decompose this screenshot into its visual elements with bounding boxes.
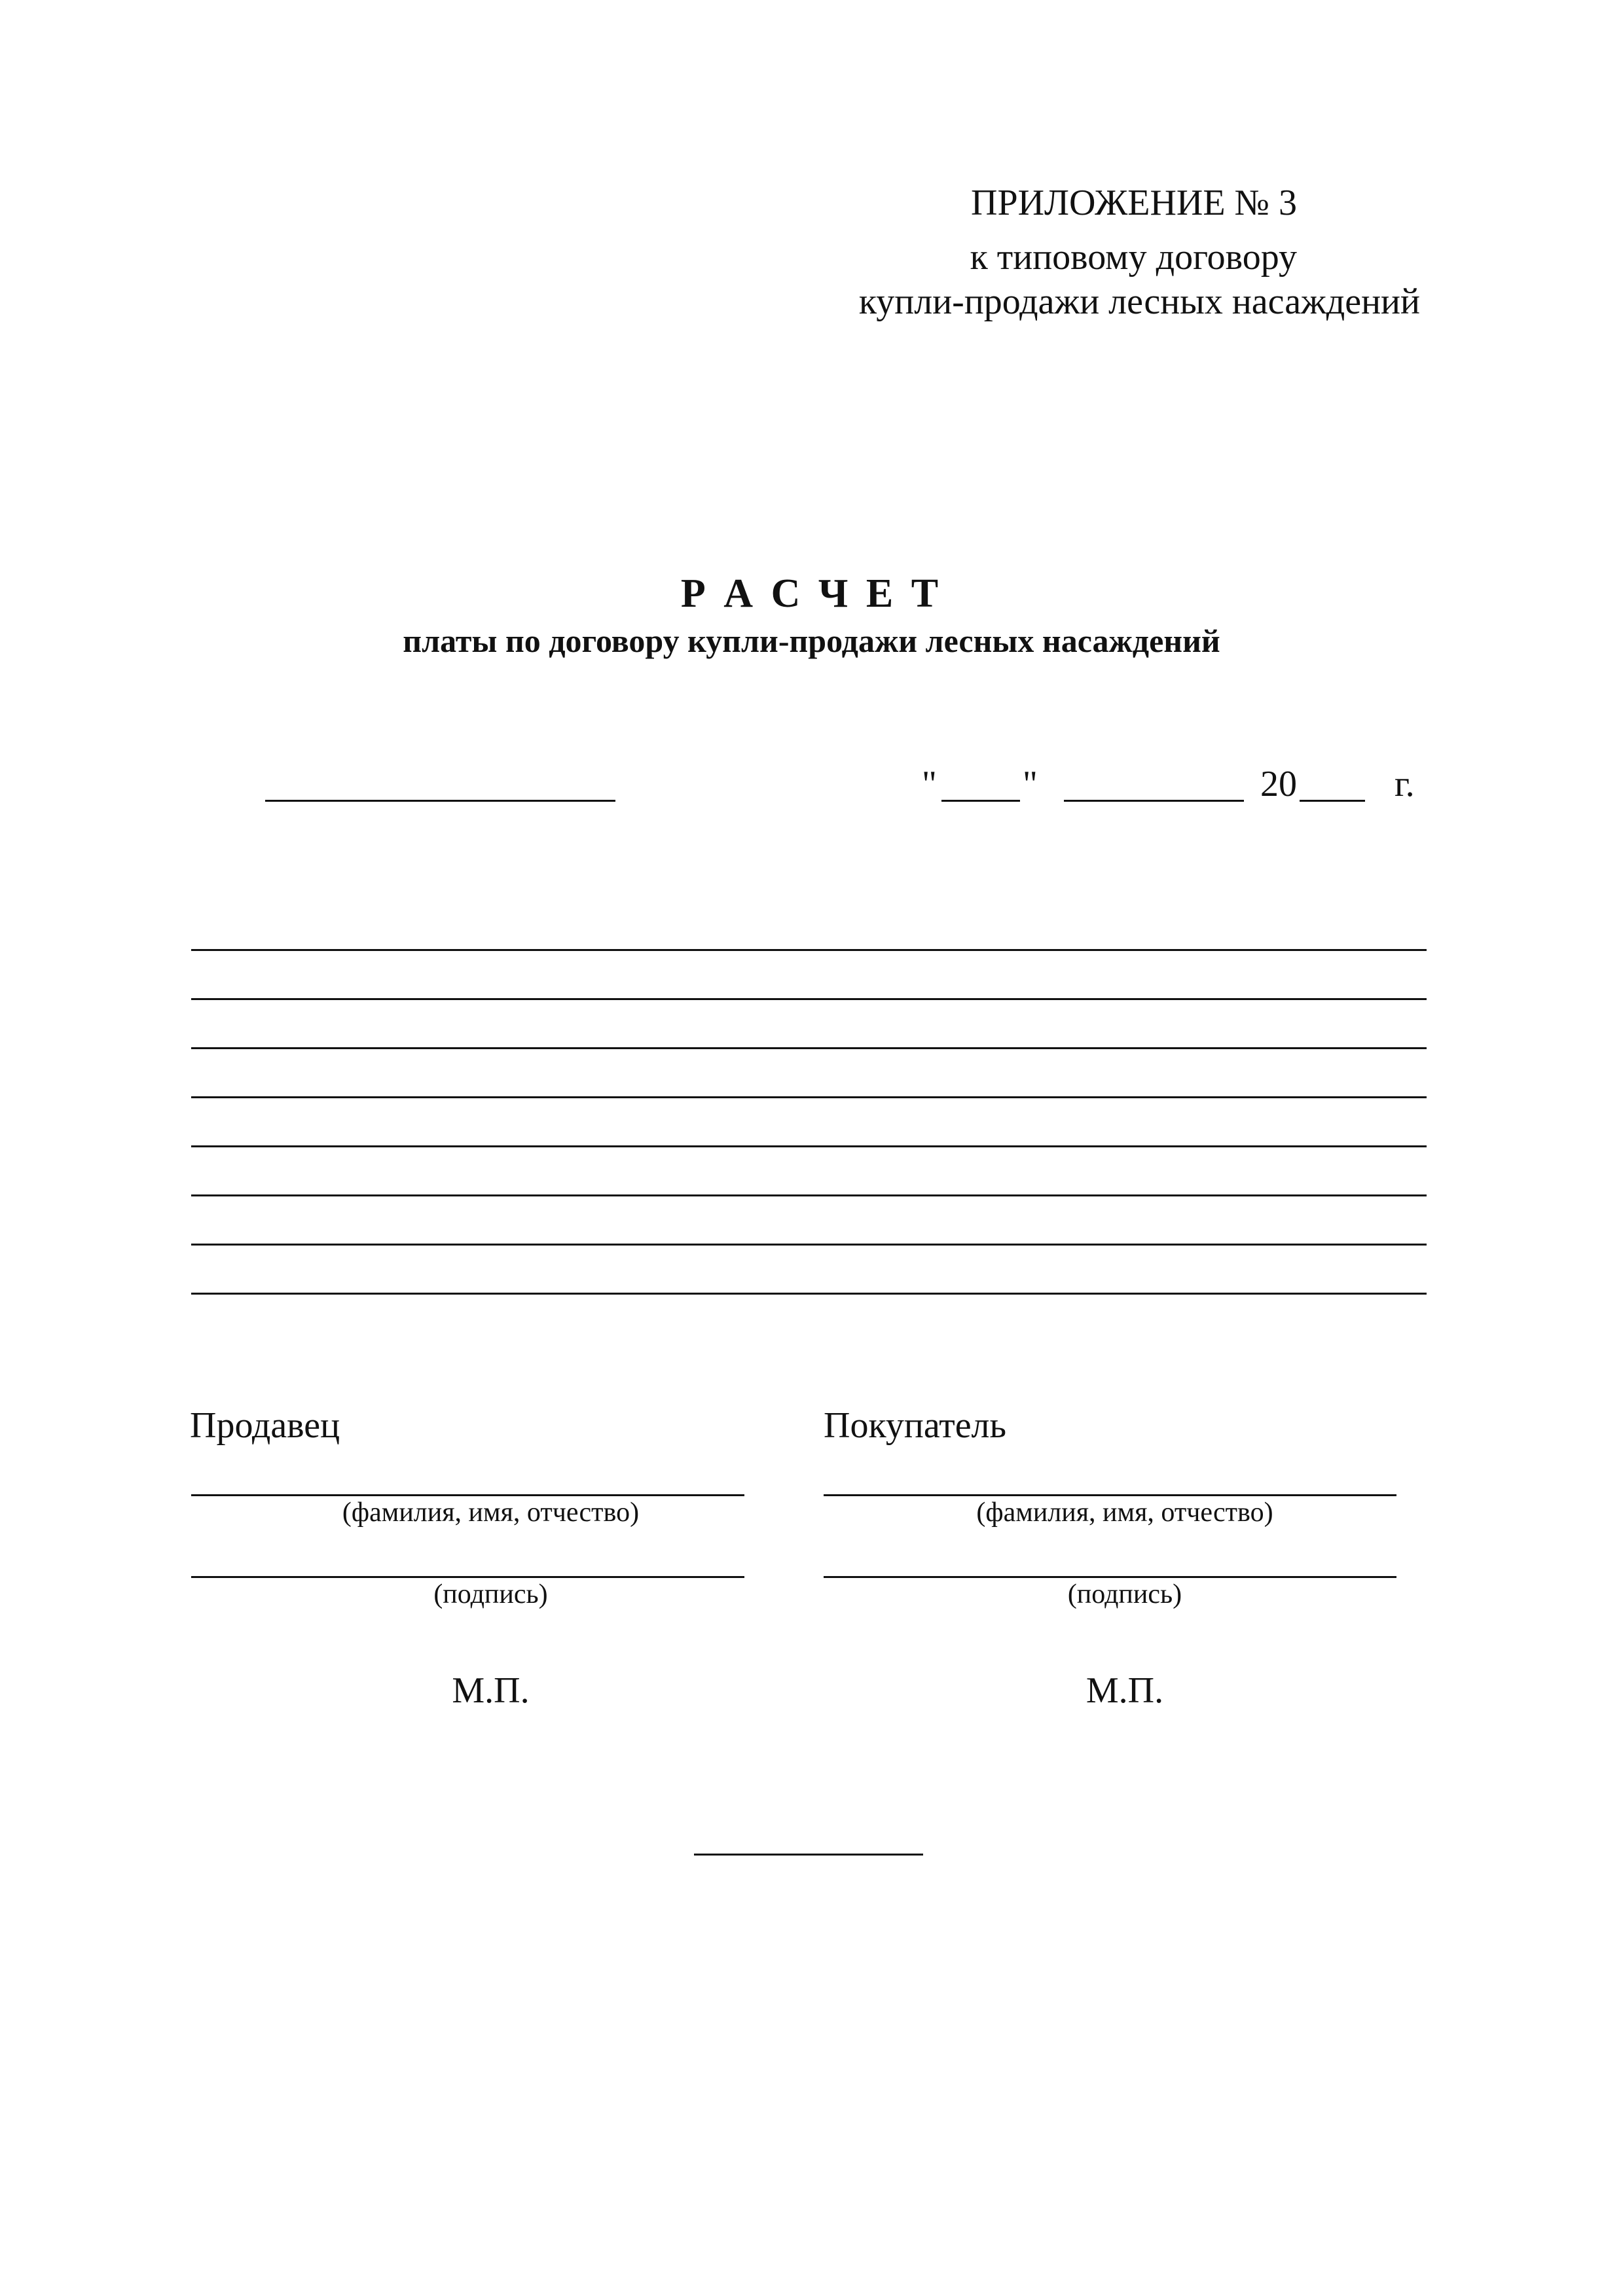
seller-label: Продавец: [190, 1405, 340, 1446]
document-subtitle: платы по договору купли-продажи лесных насаждений: [403, 622, 1220, 659]
buyer-signature-caption: (подпись): [1067, 1579, 1182, 1609]
calc-line-4[interactable]: [191, 1096, 1427, 1098]
place-field[interactable]: [265, 800, 615, 802]
calc-line-1[interactable]: [191, 949, 1427, 951]
date-day-field[interactable]: [941, 800, 1020, 802]
date-year-field[interactable]: [1300, 800, 1365, 802]
date-year-prefix: 20: [1260, 764, 1297, 804]
appendix-line-3: купли-продажи лесных насаждений: [858, 281, 1420, 322]
seller-signature-caption: (подпись): [433, 1579, 548, 1609]
buyer-name-caption: (фамилия, имя, отчество): [976, 1498, 1273, 1528]
seller-signature-field[interactable]: [191, 1576, 744, 1578]
seller-name-field[interactable]: [191, 1494, 744, 1496]
seller-name-caption: (фамилия, имя, отчество): [342, 1498, 640, 1528]
calc-line-5[interactable]: [191, 1145, 1427, 1147]
buyer-label: Покупатель: [824, 1405, 1007, 1446]
appendix-number: ПРИЛОЖЕНИЕ № 3: [971, 183, 1297, 223]
buyer-signature-field[interactable]: [824, 1576, 1396, 1578]
date-open-quote: ": [922, 764, 937, 804]
calc-line-2[interactable]: [191, 998, 1427, 1000]
buyer-stamp-label: М.П.: [1085, 1670, 1164, 1711]
date-year-suffix: г.: [1395, 764, 1415, 804]
closing-separator: [694, 1854, 923, 1856]
seller-stamp-label: М.П.: [452, 1670, 530, 1711]
date-close-quote: ": [1023, 764, 1038, 804]
calc-line-3[interactable]: [191, 1047, 1427, 1049]
appendix-line-2: к типовому договору: [970, 237, 1297, 278]
calc-line-8[interactable]: [191, 1293, 1427, 1295]
date-month-field[interactable]: [1064, 800, 1244, 802]
buyer-name-field[interactable]: [824, 1494, 1396, 1496]
document-title: Р А С Ч Е Т: [680, 571, 943, 616]
calc-line-7[interactable]: [191, 1244, 1427, 1246]
calc-line-6[interactable]: [191, 1194, 1427, 1196]
